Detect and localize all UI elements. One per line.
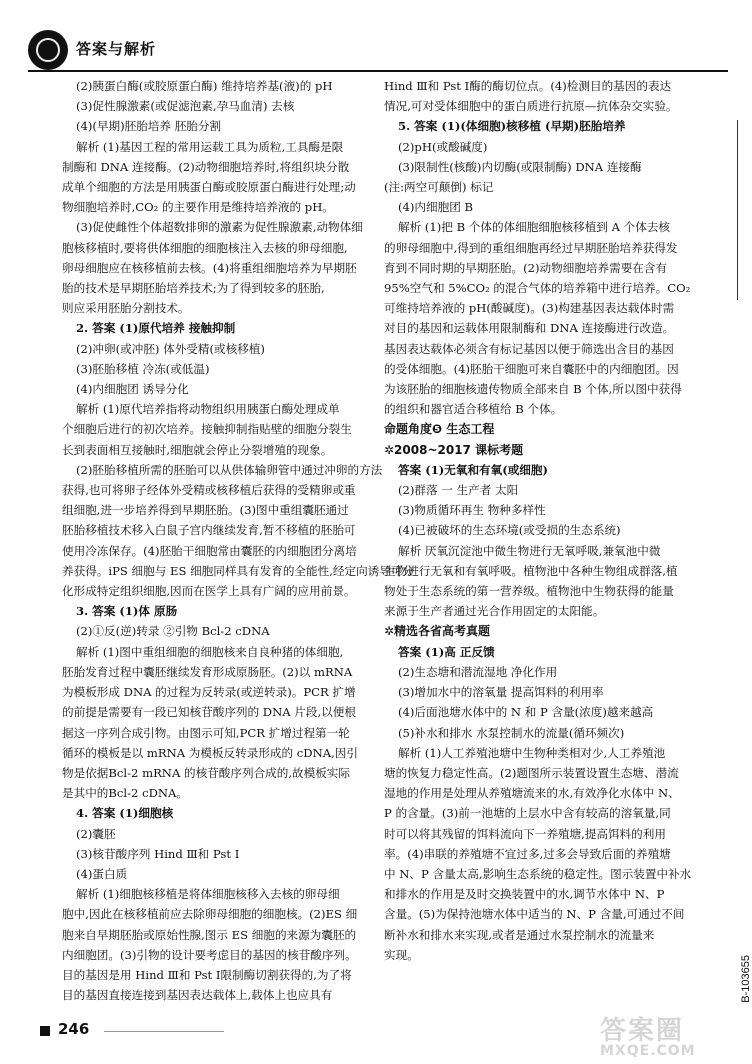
text-line: 是其中的Bcl-2 cDNA。 bbox=[62, 786, 188, 801]
text-line: 获得,也可将卵子经体外受精或核移植后获得的受精卵或重 bbox=[62, 483, 356, 498]
text-line: 解析 (1)把 B 个体的体细胞细胞核移植到 A 个体去核 bbox=[398, 220, 671, 235]
watermark bbox=[600, 1010, 740, 1059]
text-line: 循环的模板是以 mRNA 为模板反转录形成的 cDNA,因引 bbox=[62, 745, 358, 760]
text-line: 的受体细胞。(4)胚胎干细胞可来自囊胚中的内细胞团。因 bbox=[384, 361, 679, 376]
text-line: 物细胞培养时,CO₂ 的主要作用是维持培养液的 pH。 bbox=[62, 200, 334, 215]
text-line: (注:两空可颠倒) 标记 bbox=[384, 180, 494, 195]
text-line: 卵母细胞应在核移植前去核。(4)将重组细胞培养为早期胚 bbox=[62, 260, 357, 275]
text-line: 塘的恢复力稳定性高。(2)题图所示装置设置生态塘、潜流 bbox=[384, 765, 679, 780]
text-line: 长到表面相互接触时,细胞就会停止分裂增殖的现象。 bbox=[62, 442, 333, 457]
text-line: 3. 答案 (1)体 原肠 bbox=[76, 604, 178, 619]
text-line: ✲精选各省高考真题 bbox=[384, 624, 491, 639]
text-line: 组细胞,进一步培养得到早期胚胎。(3)图中重组囊胚通过 bbox=[62, 503, 349, 518]
text-line: (4)蛋白质 bbox=[76, 866, 128, 881]
text-line: (3)促性腺激素(或促滤泡素,孕马血清) 去核 bbox=[76, 99, 295, 114]
text-line: (2)冲卵(或冲胚) 体外受精(或核移植) bbox=[76, 341, 265, 356]
text-line: 答案 (1)无氧和有氧(或细胞) bbox=[398, 462, 548, 477]
text-line: 率。(4)串联的养殖塘不宜过多,过多会导致后面的养殖塘 bbox=[384, 846, 671, 861]
text-line: 为模板形成 DNA 的过程为反转录(或逆转录)。PCR 扩增 bbox=[62, 685, 356, 700]
text-line: (2)群落 一 生产者 太阳 bbox=[398, 483, 519, 498]
text-line: 95%空气和 5%CO₂ 的混合气体的培养箱中进行培养。CO₂ bbox=[384, 281, 691, 296]
text-line: 5. 答案 (1)(体细胞)核移植 (早期)胚胎培养 bbox=[398, 119, 626, 134]
text-line: (3)物质循环再生 物种多样性 bbox=[398, 503, 546, 518]
text-line: 对目的基因和运载体用限制酶和 DNA 连接酶进行改造。 bbox=[384, 321, 675, 336]
text-line: 的卵母细胞中,得到的重组细胞再经过早期胚胎培养获得发 bbox=[384, 240, 678, 255]
text-line: 和排水的作用是及时交换装置中的水,调节水体中 N、P bbox=[384, 887, 665, 902]
text-line: 解析 (1)细胞核移植是将体细胞核移入去核的卵母细 bbox=[76, 887, 340, 902]
header-title: 答案与解析 bbox=[76, 40, 157, 58]
text-line: 生物进行无氧和有氧呼吸。植物池中各种生物组成群落,植 bbox=[384, 563, 678, 578]
text-line: 养获得。iPS 细胞与 ES 细胞同样具有发育的全能性,经定向诱导可分 bbox=[62, 563, 415, 578]
text-line: (5)补水和排水 水泵控制水的流量(循环频次) bbox=[398, 725, 625, 740]
watermark-text: 答案圈 bbox=[600, 1016, 685, 1046]
text-line: 命题角度❺ 生态工程 bbox=[384, 422, 495, 437]
footer-square-icon bbox=[40, 1026, 50, 1036]
text-line: 情况,可对受体细胞中的蛋白质进行抗原—抗体杂交实验。 bbox=[384, 99, 678, 114]
text-line: 化形成特定组织细胞,因而在医学上具有广阔的应用前景。 bbox=[62, 584, 356, 599]
text-line: Hind Ⅲ和 Pst Ⅰ酶的酶切位点。(4)检测目的基因的表达 bbox=[384, 79, 672, 93]
text-line: 答案 (1)高 正反馈 bbox=[398, 644, 495, 659]
text-line: (4)已被破坏的生态环境(或受损的生态系统) bbox=[398, 523, 621, 538]
text-line: 则应采用胚胎分割技术。 bbox=[62, 301, 190, 316]
text-line: 胞中,因此在核移植前应去除卵母细胞的细胞核。(2)ES 细 bbox=[62, 907, 358, 922]
text-line: 解析 (1)人工养殖池塘中生物种类相对少,人工养殖池 bbox=[398, 745, 666, 760]
text-line: 胚胎移植技术移入白鼠子宫内继续发育,暂不移植的胚胎可 bbox=[62, 523, 356, 538]
text-line: 可维持培养液的 pH(酸碱度)。(3)构建基因表达载体时需 bbox=[384, 301, 675, 316]
text-line: (3)限制性(核酸)内切酶(或限制酶) DNA 连接酶 bbox=[398, 159, 642, 174]
text-line: 为该胚胎的细胞核遗传物质全部来自 B 个体,所以图中获得 bbox=[384, 382, 682, 397]
text-line: 中 N、P 含量太高,影响生态系统的稳定性。图示装置中补水 bbox=[384, 866, 692, 881]
text-line: (2)胚胎移植所需的胚胎可以从供体输卵管中通过冲卵的方法 bbox=[76, 462, 383, 477]
header-rule bbox=[28, 70, 728, 72]
text-line: 解析 厌氧沉淀池中微生物进行无氧呼吸,兼氧池中微 bbox=[398, 543, 661, 558]
text-line: 湿地的作用是处理从养殖塘流来的水,有效净化水体中 N、 bbox=[384, 786, 680, 801]
text-line: (2)生态塘和潜流湿地 净化作用 bbox=[398, 664, 558, 679]
footer-rule bbox=[104, 1031, 224, 1032]
page-number: 246 bbox=[58, 1020, 90, 1038]
text-line: 内细胞团。(3)引物的设计要考虑目的基因的核苷酸序列。 bbox=[62, 947, 357, 962]
text-line: (4)内细胞团 诱导分化 bbox=[76, 382, 189, 397]
text-line: 胎的技术是早期胚胎培养技术;为了得到较多的胚胎, bbox=[62, 281, 325, 296]
text-line: (3)核苷酸序列 Hind Ⅲ和 Pst Ⅰ bbox=[76, 846, 240, 861]
text-line: 解析 (1)图中重组细胞的细胞核来自良种猪的体细胞, bbox=[76, 644, 344, 659]
text-line: 个细胞后进行的初次培养。接触抑制指贴壁的细胞分裂生 bbox=[62, 422, 352, 437]
right-column bbox=[384, 76, 714, 965]
text-line: 目的基因是用 Hind Ⅲ和 Pst Ⅰ限制酶切割获得的,为了将 bbox=[62, 967, 352, 982]
text-line: 来源于生产者通过光合作用固定的太阳能。 bbox=[384, 604, 605, 619]
side-code: B-103655 bbox=[740, 955, 752, 1003]
text-line: 物是依据Bcl-2 mRNA 的核苷酸序列合成的,故模板实际 bbox=[62, 765, 350, 780]
text-line: 解析 (1)基因工程的常用运载工具为质粒,工具酶是限 bbox=[76, 139, 344, 154]
text-line: (3)促使雌性个体超数排卵的激素为促性腺激素,动物体细 bbox=[76, 220, 363, 235]
text-line: (4)(早期)胚胎培养 胚胎分割 bbox=[76, 119, 222, 134]
text-line: 使用冷冻保存。(4)胚胎干细胞常由囊胚的内细胞团分离培 bbox=[62, 543, 357, 558]
text-line: 断补水和排水来实现,或者是通过水泵控制水的流量来 bbox=[384, 927, 655, 942]
text-line: 制酶和 DNA 连接酶。(2)动物细胞培养时,将组织块分散 bbox=[62, 159, 350, 174]
text-line: 时可以将其残留的饵料流向下一养殖塘,提高饵料的利用 bbox=[384, 826, 666, 841]
text-line: 解析 (1)原代培养指将动物组织用胰蛋白酶处理成单 bbox=[76, 402, 340, 417]
text-line: (2)pH(或酸碱度) bbox=[398, 139, 488, 154]
text-line: (3)增加水中的溶氧量 提高饵料的利用率 bbox=[398, 685, 604, 700]
text-line: 成单个细胞的方法是用胰蛋白酶或胶原蛋白酶进行处理;动 bbox=[62, 180, 356, 195]
text-line: 4. 答案 (1)细胞核 bbox=[76, 806, 174, 821]
text-line: (2)胰蛋白酶(或胶原蛋白酶) 维持培养基(液)的 pH bbox=[76, 79, 333, 93]
text-line: (4)内细胞团 B bbox=[398, 200, 474, 215]
text-line: 胞核移植时,要将供体细胞的细胞核注入去核的卵母细胞, bbox=[62, 240, 348, 255]
side-rule bbox=[737, 120, 738, 300]
text-line: (2)囊胚 bbox=[76, 826, 116, 841]
text-line: 基因表达载体必须含有标记基因以便于筛选出含目的基因 bbox=[384, 341, 674, 356]
text-line: (2)①反(逆)转录 ②引物 Bcl-2 cDNA bbox=[76, 624, 270, 639]
text-line: 胞来自早期胚胎或原始性腺,图示 ES 细胞的来源为囊胚的 bbox=[62, 927, 357, 942]
text-line: 实现。 bbox=[384, 947, 419, 962]
text-line: 的组织和器官适合移植给 B 个体。 bbox=[384, 402, 563, 417]
text-line: (4)后面池塘水体中的 N 和 P 含量(浓度)越来越高 bbox=[398, 705, 654, 720]
text-line: 2. 答案 (1)原代培养 接触抑制 bbox=[76, 321, 236, 336]
text-line: ✲2008~2017 课标考题 bbox=[384, 442, 524, 457]
text-line: 物处于生态系统的第一营养级。植物池中生物获得的能量 bbox=[384, 584, 674, 599]
watermark-url: MXQE.COM bbox=[600, 1043, 696, 1059]
text-line: 的前提是需要有一段已知核苷酸序列的 DNA 片段,以便根 bbox=[62, 705, 356, 720]
text-line: P 的含量。(3)前一池塘的上层水中含有较高的溶氧量,同 bbox=[384, 806, 671, 821]
text-line: (3)胚胎移植 冷冻(或低温) bbox=[76, 361, 210, 376]
text-line: 含量。(5)为保持池塘水体中适当的 N、P 含量,可通过不间 bbox=[384, 907, 685, 922]
text-line: 胚胎发育过程中囊胚继续发育形成原肠胚。(2)以 mRNA bbox=[62, 664, 353, 679]
book-logo-icon bbox=[28, 30, 68, 70]
text-line: 目的基因直接连接到基因表达载体上,载体上也应具有 bbox=[62, 988, 333, 1003]
text-line: 据这一序列合成引物。由图示可知,PCR 扩增过程第一轮 bbox=[62, 725, 350, 740]
text-line: 育到不同时期的早期胚胎。(2)动物细胞培养需要在含有 bbox=[384, 260, 668, 275]
page-header bbox=[28, 30, 728, 70]
